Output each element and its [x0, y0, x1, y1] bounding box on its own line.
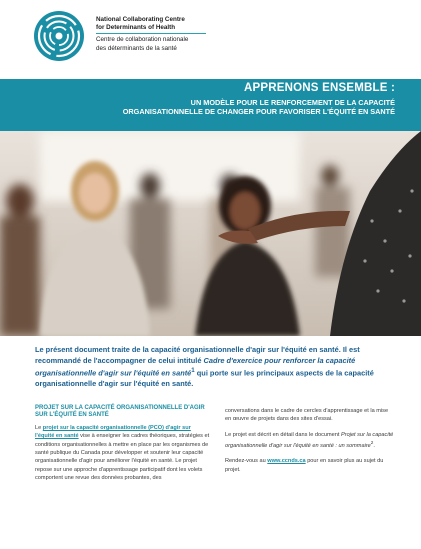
section-heading: PROJET SUR LA CAPACITÉ ORGANISATIONNELLE D'AGIR SUR L'ÉQUITÉ EN SANTÉ — [35, 405, 205, 419]
ncc-logo — [33, 10, 85, 62]
intro-text-1: Le présent document traite de la capacité organisationnelle d'agir sur l'équité en santé. Il est recommandé de l'accompagner de celui intitulé — [35, 345, 360, 365]
org-name-fr-1: Centre de collaboration nationale — [96, 36, 189, 44]
p3-start: Rendez-vous au — [225, 458, 268, 465]
org-name-en-1: National Collaborating Centre — [96, 16, 185, 23]
org-divider — [96, 33, 206, 34]
right-column — [225, 407, 395, 481]
org-name-en-2: for Determinants of Health — [96, 23, 176, 31]
audience-photo — [0, 131, 421, 336]
intro-cited-title: Cadre d'exercice pour renforcer la capacité organisationnelle d'agir sur l'équité en santé — [35, 355, 356, 378]
p3-end: pour en savoir plus au sujet du projet. — [225, 458, 384, 473]
description-start: Le — [35, 424, 43, 431]
description-rest: vise à enseigner les cadres théoriques, stratégies et conditions organisationnelles à mettre en place par les organismes de santé publique du Canada pour développer et soutenir leur capacité organisationnelle d'agir pour améliorer l'équité en santé. Le projet repose sur une approche d'apprentissage participatif dont les volets comportent une revue des données probantes, des — [35, 433, 210, 482]
subtitle-line-2: ORGANISATIONNELLE DE CHANGER POUR FAVORISER L'ÉQUITÉ EN SANTÉ — [122, 107, 395, 116]
org-name-fr-2: des déterminants de la santé — [96, 44, 177, 52]
footnote-ref-1: 1 — [191, 367, 195, 375]
p2-start: Le projet est décrit en détail dans le document — [225, 431, 341, 438]
document-subtitle — [95, 98, 395, 116]
right-paragraph-3 — [225, 457, 395, 474]
title-banner — [0, 79, 421, 131]
intro-paragraph — [35, 345, 393, 390]
intro-text-2: qui porte sur les principaux aspects de la capacité organisationnelle d'agir sur l'équité en santé. — [35, 368, 374, 389]
p2-end: . — [373, 443, 375, 450]
right-paragraph-1: conversations dans le cadre de cercles d'apprentissage et la mise en œuvre de projets dans des sites d'essai. — [225, 408, 389, 423]
website-link[interactable]: www.ccnds.ca — [267, 458, 306, 465]
footnote-ref-2: 2 — [370, 440, 374, 446]
document-title: APPRENONS ENSEMBLE : — [244, 82, 395, 94]
right-paragraph-2 — [225, 431, 395, 451]
organization-name — [96, 16, 246, 52]
project-description — [35, 424, 210, 483]
project-link[interactable]: projet sur la capacité organisationnelle (PCO) d'agir sur l'équité en santé — [35, 424, 191, 440]
p2-cited-title: Projet sur la capacité organisationnelle d'agir sur l'équité en santé : un sommaire — [225, 431, 394, 450]
left-column — [35, 405, 210, 490]
subtitle-line-1: UN MODÈLE POUR LE RENFORCEMENT DE LA CAPACITÉ — [190, 98, 395, 107]
